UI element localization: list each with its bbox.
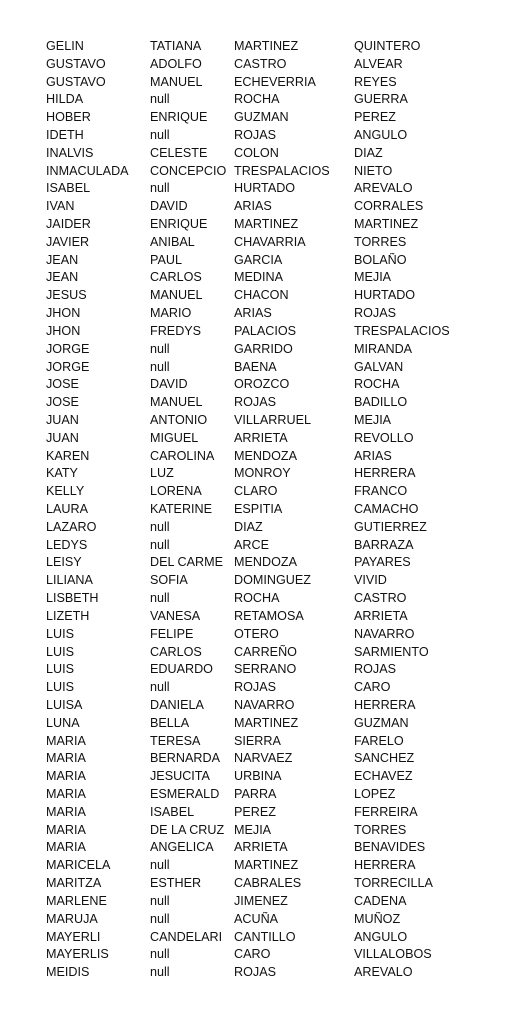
first-surname-cell: MARTINEZ [234,858,299,873]
first-surname-cell: SIERRA [234,733,281,748]
first-name-cell: JEAN [46,252,79,267]
first-name-cell: LAURA [46,502,88,517]
table-row [46,607,514,625]
first-surname-cell: OTERO [234,626,279,641]
first-name-cell: JHON [46,306,81,321]
first-name-cell: MARIA [46,787,86,802]
second-name-cell: JESUCITA [150,769,210,784]
table-row [46,73,514,91]
table-row [46,856,514,874]
table-row [46,625,514,643]
table-row [46,162,514,180]
second-name-cell: null [150,591,170,606]
first-surname-cell: COLON [234,145,279,160]
first-name-cell: HILDA [46,92,84,107]
second-name-cell: ENRIQUE [150,217,208,232]
second-name-cell: CELESTE [150,145,208,160]
second-name-cell: TERESA [150,733,201,748]
second-name-cell: null [150,359,170,374]
first-name-cell: LUIS [46,680,74,695]
first-surname-cell: ROCHA [234,591,280,606]
table-row [46,447,514,465]
table-row [46,785,514,803]
table-row [46,678,514,696]
second-name-cell: BERNARDA [150,751,220,766]
first-name-cell: LAZARO [46,519,97,534]
table-row [46,304,514,322]
second-name-cell: null [150,680,170,695]
second-surname-cell: MEJIA [354,412,392,427]
first-name-cell: GELIN [46,38,84,53]
first-surname-cell: CLARO [234,484,278,499]
second-name-cell: DEL CARME [150,555,224,570]
first-surname-cell: SERRANO [234,662,297,677]
first-name-cell: MAYERLIS [46,947,109,962]
first-name-cell: ISABEL [46,181,91,196]
second-name-cell: PAUL [150,252,182,267]
table-row [46,465,514,483]
first-name-cell: MARIA [46,840,86,855]
second-surname-cell: LOPEZ [354,787,396,802]
second-surname-cell: GALVAN [354,359,404,374]
table-row [46,892,514,910]
second-name-cell: DE LA CRUZ [150,822,225,837]
second-surname-cell: AREVALO [354,965,413,980]
table-row [46,643,514,661]
second-name-cell: CAROLINA [150,448,215,463]
first-name-cell: MARICELA [46,858,111,873]
second-surname-cell: FARELO [354,733,404,748]
second-name-cell: BELLA [150,715,190,730]
second-name-cell: ANIBAL [150,234,195,249]
first-surname-cell: CABRALES [234,876,302,891]
second-name-cell: null [150,893,170,908]
second-surname-cell: TORRES [354,234,407,249]
first-surname-cell: ROJAS [234,965,276,980]
table-row [46,269,514,287]
second-surname-cell: ARIAS [354,448,392,463]
first-name-cell: JOSE [46,377,79,392]
second-surname-cell: ROCHA [354,377,400,392]
first-surname-cell: MARTINEZ [234,217,299,232]
second-surname-cell: BADILLO [354,395,408,410]
table-row [46,750,514,768]
table-row [46,37,514,55]
first-name-cell: INALVIS [46,145,94,160]
first-name-cell: LILIANA [46,573,93,588]
first-name-cell: MARIA [46,769,86,784]
first-name-cell: MARIA [46,822,86,837]
table-row [46,322,514,340]
second-name-cell: FREDYS [150,323,202,338]
table-row [46,696,514,714]
second-surname-cell: PAYARES [354,555,411,570]
first-name-cell: MARIA [46,733,86,748]
table-row [46,251,514,269]
table-row [46,215,514,233]
first-surname-cell: ARRIETA [234,840,288,855]
first-surname-cell: MEDINA [234,270,283,285]
first-surname-cell: CASTRO [234,56,287,71]
first-surname-cell: ARRIETA [234,430,288,445]
table-row [46,714,514,732]
table-row [46,108,514,126]
second-name-cell: ESTHER [150,876,202,891]
first-name-cell: JORGE [46,359,90,374]
first-surname-cell: MARTINEZ [234,38,299,53]
table-row [46,803,514,821]
first-name-cell: LUIS [46,644,74,659]
first-surname-cell: ESPITIA [234,502,283,517]
table-row [46,429,514,447]
table-row [46,393,514,411]
first-name-cell: INMACULADA [46,163,129,178]
second-name-cell: null [150,519,170,534]
first-surname-cell: PALACIOS [234,323,297,338]
first-name-cell: JESUS [46,288,87,303]
first-surname-cell: ROJAS [234,680,276,695]
second-name-cell: VANESA [150,608,201,623]
second-surname-cell: CARO [354,680,391,695]
second-surname-cell: ANGULO [354,929,408,944]
second-surname-cell: CASTRO [354,591,407,606]
table-row [46,286,514,304]
second-surname-cell: NAVARRO [354,626,415,641]
first-name-cell: JUAN [46,430,79,445]
second-surname-cell: AREVALO [354,181,413,196]
first-name-cell: LISBETH [46,591,99,606]
second-name-cell: null [150,127,170,142]
second-surname-cell: BENAVIDES [354,840,426,855]
first-name-cell: MARUJA [46,911,98,926]
first-surname-cell: MENDOZA [234,555,297,570]
second-surname-cell: QUINTERO [354,38,421,53]
second-surname-cell: ALVEAR [354,56,403,71]
first-name-cell: IDETH [46,127,84,142]
second-surname-cell: FRANCO [354,484,408,499]
second-name-cell: null [150,341,170,356]
first-name-cell: KELLY [46,484,85,499]
second-name-cell: null [150,92,170,107]
first-surname-cell: BAENA [234,359,277,374]
second-surname-cell: PEREZ [354,110,396,125]
first-surname-cell: GARCIA [234,252,283,267]
first-name-cell: KAREN [46,448,90,463]
second-surname-cell: HERRERA [354,858,416,873]
second-surname-cell: MEJIA [354,270,392,285]
first-surname-cell: ARCE [234,537,269,552]
table-row [46,536,514,554]
table-row [46,233,514,251]
first-name-cell: JUAN [46,412,79,427]
table-row [46,839,514,857]
second-name-cell: EDUARDO [150,662,213,677]
second-name-cell: KATERINE [150,502,213,517]
second-name-cell: null [150,911,170,926]
first-surname-cell: MONROY [234,466,291,481]
table-row [46,500,514,518]
table-row [46,660,514,678]
second-name-cell: null [150,947,170,962]
second-surname-cell: REYES [354,74,397,89]
table-row [46,874,514,892]
table-row [46,144,514,162]
second-surname-cell: DIAZ [354,145,383,160]
second-name-cell: MANUEL [150,288,203,303]
table-row [46,358,514,376]
second-surname-cell: CADENA [354,893,407,908]
table-row [46,554,514,572]
first-name-cell: JAVIER [46,234,90,249]
second-surname-cell: TORRECILLA [354,876,433,891]
second-surname-cell: TORRES [354,822,407,837]
first-name-cell: LUIS [46,626,74,641]
second-name-cell: ANGELICA [150,840,214,855]
second-surname-cell: HERRERA [354,697,416,712]
second-surname-cell: HURTADO [354,288,416,303]
first-name-cell: JEAN [46,270,79,285]
table-row [46,571,514,589]
first-surname-cell: OROZCO [234,377,290,392]
first-name-cell: JORGE [46,341,90,356]
first-surname-cell: VILLARRUEL [234,412,311,427]
table-row [46,589,514,607]
first-name-cell: LUIS [46,662,74,677]
first-surname-cell: HURTADO [234,181,296,196]
second-surname-cell: BARRAZA [354,537,414,552]
second-name-cell: MIGUEL [150,430,199,445]
second-surname-cell: MARTINEZ [354,217,419,232]
table-row [46,963,514,981]
second-surname-cell: ECHAVEZ [354,769,413,784]
first-name-cell: KATY [46,466,78,481]
table-row [46,732,514,750]
second-surname-cell: HERRERA [354,466,416,481]
table-row [46,482,514,500]
first-name-cell: JOSE [46,395,79,410]
second-surname-cell: REVOLLO [354,430,414,445]
table-row [46,126,514,144]
first-surname-cell: CARREÑO [234,644,297,659]
second-surname-cell: MIRANDA [354,341,413,356]
table-row [46,767,514,785]
second-name-cell: CARLOS [150,270,202,285]
first-surname-cell: MEJIA [234,822,272,837]
first-name-cell: LUNA [46,715,80,730]
second-name-cell: DAVID [150,199,188,214]
second-name-cell: DANIELA [150,697,204,712]
first-surname-cell: DIAZ [234,519,263,534]
second-surname-cell: FERREIRA [354,804,418,819]
table-row [46,945,514,963]
second-name-cell: CARLOS [150,644,202,659]
first-name-cell: GUSTAVO [46,74,106,89]
second-surname-cell: ROJAS [354,662,396,677]
second-name-cell: DAVID [150,377,188,392]
first-surname-cell: ROCHA [234,92,280,107]
first-surname-cell: CANTILLO [234,929,296,944]
first-surname-cell: ROJAS [234,127,276,142]
first-surname-cell: NARVAEZ [234,751,293,766]
first-surname-cell: CARO [234,947,271,962]
second-name-cell: null [150,965,170,980]
first-name-cell: MARIA [46,751,86,766]
second-surname-cell: GUTIERREZ [354,519,427,534]
first-surname-cell: RETAMOSA [234,608,304,623]
first-name-cell: LUISA [46,697,83,712]
second-name-cell: ISABEL [150,804,195,819]
first-surname-cell: TRESPALACIOS [234,163,330,178]
first-name-cell: IVAN [46,199,75,214]
first-name-cell: LEISY [46,555,82,570]
table-row [46,90,514,108]
first-surname-cell: CHAVARRIA [234,234,306,249]
table-row [46,821,514,839]
first-name-cell: JAIDER [46,217,91,232]
names-table [46,37,514,981]
first-surname-cell: ARIAS [234,199,272,214]
second-name-cell: TATIANA [150,38,202,53]
first-name-cell: MAYERLI [46,929,101,944]
table-row [46,928,514,946]
first-name-cell: MARLENE [46,893,107,908]
first-name-cell: GUSTAVO [46,56,106,71]
first-surname-cell: NAVARRO [234,697,295,712]
first-surname-cell: JIMENEZ [234,893,288,908]
second-surname-cell: TRESPALACIOS [354,323,450,338]
first-name-cell: MARIA [46,804,86,819]
second-surname-cell: VIVID [354,573,387,588]
second-surname-cell: SANCHEZ [354,751,415,766]
first-name-cell: MEIDIS [46,965,90,980]
first-surname-cell: ECHEVERRIA [234,74,316,89]
second-surname-cell: NIETO [354,163,393,178]
second-name-cell: MANUEL [150,395,203,410]
table-row [46,55,514,73]
table-row [46,411,514,429]
second-surname-cell: ARRIETA [354,608,408,623]
first-surname-cell: MARTINEZ [234,715,299,730]
table-row [46,340,514,358]
first-surname-cell: MENDOZA [234,448,297,463]
second-surname-cell: CAMACHO [354,502,419,517]
second-surname-cell: GUZMAN [354,715,409,730]
table-row [46,910,514,928]
second-name-cell: LORENA [150,484,202,499]
second-surname-cell: CORRALES [354,199,424,214]
second-name-cell: SOFIA [150,573,188,588]
second-name-cell: LUZ [150,466,174,481]
second-name-cell: MARIO [150,306,192,321]
first-name-cell: LEDYS [46,537,88,552]
first-name-cell: LIZETH [46,608,90,623]
table-row [46,518,514,536]
first-surname-cell: GUZMAN [234,110,289,125]
second-name-cell: null [150,858,170,873]
first-surname-cell: GARRIDO [234,341,293,356]
second-name-cell: ESMERALD [150,787,220,802]
first-surname-cell: DOMINGUEZ [234,573,311,588]
second-name-cell: CANDELARI [150,929,223,944]
second-surname-cell: ROJAS [354,306,396,321]
table-row [46,197,514,215]
first-surname-cell: CHACON [234,288,289,303]
second-surname-cell: BOLAÑO [354,252,407,267]
second-surname-cell: ANGULO [354,127,408,142]
first-name-cell: HOBER [46,110,91,125]
second-name-cell: FELIPE [150,626,194,641]
first-surname-cell: ARIAS [234,306,272,321]
second-name-cell: MANUEL [150,74,203,89]
first-surname-cell: ROJAS [234,395,276,410]
first-name-cell: JHON [46,323,81,338]
first-name-cell: MARITZA [46,876,102,891]
second-surname-cell: GUERRA [354,92,408,107]
table-row [46,180,514,198]
first-surname-cell: PEREZ [234,804,276,819]
second-surname-cell: MUÑOZ [354,911,401,926]
second-name-cell: CONCEPCIO [150,163,227,178]
table-row [46,375,514,393]
second-surname-cell: SARMIENTO [354,644,429,659]
second-surname-cell: VILLALOBOS [354,947,432,962]
first-surname-cell: PARRA [234,787,277,802]
second-name-cell: ENRIQUE [150,110,208,125]
second-name-cell: null [150,181,170,196]
first-surname-cell: URBINA [234,769,282,784]
second-name-cell: ANTONIO [150,412,208,427]
second-name-cell: null [150,537,170,552]
first-surname-cell: ACUÑA [234,911,279,926]
second-name-cell: ADOLFO [150,56,202,71]
